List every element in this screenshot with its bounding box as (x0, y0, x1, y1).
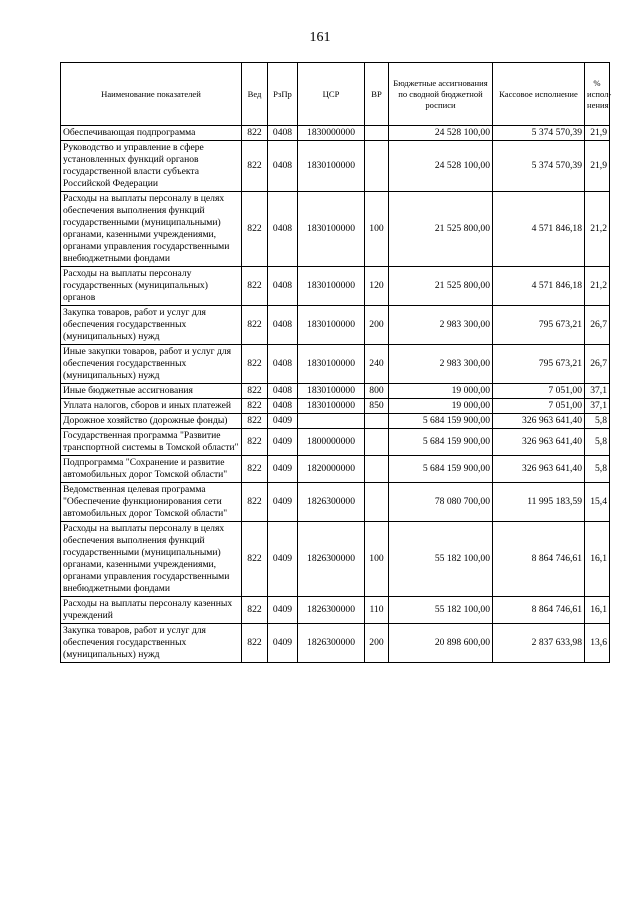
cell-cash: 795 673,21 (493, 345, 585, 384)
table-row (61, 429, 610, 456)
cell-rzpr: 0409 (268, 522, 298, 597)
cell-budget: 78 080 700,00 (389, 483, 493, 522)
header-budget: Бюджетные ассигнования по сводной бюджетной росписи (389, 63, 493, 126)
cell-ved: 822 (242, 345, 268, 384)
cell-ved: 822 (242, 483, 268, 522)
cell-vr: 200 (365, 624, 389, 663)
budget-table (60, 62, 610, 663)
cell-name: Обеспечивающая подпрограмма (61, 126, 242, 141)
cell-cash: 8 864 746,61 (493, 597, 585, 624)
table-row (61, 192, 610, 267)
page-number: 161 (309, 30, 331, 45)
cell-budget: 20 898 600,00 (389, 624, 493, 663)
cell-cash: 5 374 570,39 (493, 126, 585, 141)
cell-rzpr: 0408 (268, 192, 298, 267)
cell-budget: 19 000,00 (389, 399, 493, 414)
cell-budget: 2 983 300,00 (389, 306, 493, 345)
cell-budget: 21 525 800,00 (389, 192, 493, 267)
cell-budget: 24 528 100,00 (389, 141, 493, 192)
cell-vr: 850 (365, 399, 389, 414)
cell-vr: 800 (365, 384, 389, 399)
cell-cash: 326 963 641,40 (493, 456, 585, 483)
cell-cash: 7 051,00 (493, 399, 585, 414)
cell-vr: 240 (365, 345, 389, 384)
cell-csr: 1826300000 (298, 624, 365, 663)
header-vr: ВР (365, 63, 389, 126)
cell-cash: 326 963 641,40 (493, 429, 585, 456)
cell-cash: 7 051,00 (493, 384, 585, 399)
cell-budget: 2 983 300,00 (389, 345, 493, 384)
cell-rzpr: 0408 (268, 384, 298, 399)
cell-cash: 4 571 846,18 (493, 192, 585, 267)
cell-pct: 5,8 (585, 429, 610, 456)
cell-pct: 26,7 (585, 306, 610, 345)
cell-name: Расходы на выплаты персоналу в целях обеспечения выполнения функций государственными (муниципальными) органами, казенными учреждениями, органами управления государственными внебюджетными фондами (61, 192, 242, 267)
cell-name: Руководство и управление в сфере установленных функций органов государственной власти субъекта Российской Федерации (61, 141, 242, 192)
table-row (61, 141, 610, 192)
cell-ved: 822 (242, 429, 268, 456)
cell-rzpr: 0408 (268, 399, 298, 414)
table-row (61, 399, 610, 414)
header-name: Наименование показателей (61, 63, 242, 126)
cell-ved: 822 (242, 414, 268, 429)
cell-rzpr: 0408 (268, 345, 298, 384)
table-row (61, 624, 610, 663)
table-row (61, 126, 610, 141)
cell-name: Иные бюджетные ассигнования (61, 384, 242, 399)
table-row (61, 456, 610, 483)
header-csr: ЦСР (298, 63, 365, 126)
cell-pct: 37,1 (585, 399, 610, 414)
header-cash: Кассовое исполнение (493, 63, 585, 126)
cell-budget: 19 000,00 (389, 384, 493, 399)
cell-ved: 822 (242, 597, 268, 624)
cell-vr: 100 (365, 192, 389, 267)
cell-rzpr: 0409 (268, 414, 298, 429)
cell-pct: 16,1 (585, 597, 610, 624)
cell-budget: 55 182 100,00 (389, 522, 493, 597)
cell-budget: 5 684 159 900,00 (389, 429, 493, 456)
cell-csr: 1830100000 (298, 267, 365, 306)
cell-csr: 1830100000 (298, 345, 365, 384)
cell-csr: 1800000000 (298, 429, 365, 456)
cell-rzpr: 0409 (268, 456, 298, 483)
cell-vr (365, 429, 389, 456)
cell-ved: 822 (242, 384, 268, 399)
cell-ved: 822 (242, 456, 268, 483)
cell-pct: 37,1 (585, 384, 610, 399)
cell-csr: 1830100000 (298, 192, 365, 267)
cell-cash: 11 995 183,59 (493, 483, 585, 522)
cell-pct: 21,9 (585, 126, 610, 141)
cell-csr: 1830100000 (298, 306, 365, 345)
header-ved: Вед (242, 63, 268, 126)
header-rzpr: РзПр (268, 63, 298, 126)
cell-ved: 822 (242, 192, 268, 267)
table-row (61, 345, 610, 384)
table-row (61, 267, 610, 306)
cell-name: Закупка товаров, работ и услуг для обеспечения государственных (муниципальных) нужд (61, 306, 242, 345)
cell-vr: 200 (365, 306, 389, 345)
cell-budget: 55 182 100,00 (389, 597, 493, 624)
cell-cash: 8 864 746,61 (493, 522, 585, 597)
cell-name: Расходы на выплаты персоналу казенных учреждений (61, 597, 242, 624)
cell-rzpr: 0409 (268, 429, 298, 456)
cell-csr: 1830100000 (298, 141, 365, 192)
cell-budget: 5 684 159 900,00 (389, 456, 493, 483)
cell-name: Иные закупки товаров, работ и услуг для обеспечения государственных (муниципальных) нужд (61, 345, 242, 384)
table-row (61, 483, 610, 522)
cell-csr: 1826300000 (298, 522, 365, 597)
cell-pct: 16,1 (585, 522, 610, 597)
cell-csr: 1826300000 (298, 483, 365, 522)
cell-cash: 2 837 633,98 (493, 624, 585, 663)
cell-vr: 100 (365, 522, 389, 597)
cell-ved: 822 (242, 306, 268, 345)
table-row (61, 414, 610, 429)
cell-rzpr: 0409 (268, 597, 298, 624)
cell-rzpr: 0408 (268, 126, 298, 141)
cell-rzpr: 0408 (268, 306, 298, 345)
table-row (61, 384, 610, 399)
cell-rzpr: 0408 (268, 141, 298, 192)
cell-name: Расходы на выплаты персоналу государственных (муниципальных) органов (61, 267, 242, 306)
cell-csr: 1826300000 (298, 597, 365, 624)
cell-pct: 21,2 (585, 267, 610, 306)
cell-csr: 1830000000 (298, 126, 365, 141)
cell-cash: 326 963 641,40 (493, 414, 585, 429)
table-row (61, 597, 610, 624)
cell-vr (365, 414, 389, 429)
cell-pct: 5,8 (585, 456, 610, 483)
table-row (61, 522, 610, 597)
cell-vr (365, 483, 389, 522)
table-body (61, 126, 610, 663)
cell-name: Ведомственная целевая программа "Обеспечение функционирования сети автомобильных дорог Томской области" (61, 483, 242, 522)
cell-ved: 822 (242, 126, 268, 141)
cell-cash: 5 374 570,39 (493, 141, 585, 192)
cell-name: Дорожное хозяйство (дорожные фонды) (61, 414, 242, 429)
cell-name: Расходы на выплаты персоналу в целях обеспечения выполнения функций государственными (муниципальными) органами, казенными учреждениями, органами управления государственными внебюджетными фондами (61, 522, 242, 597)
cell-csr: 1830100000 (298, 384, 365, 399)
table-header-row (61, 63, 610, 126)
cell-name: Государственная программа "Развитие транспортной системы в Томской области" (61, 429, 242, 456)
cell-budget: 5 684 159 900,00 (389, 414, 493, 429)
cell-name: Закупка товаров, работ и услуг для обеспечения государственных (муниципальных) нужд (61, 624, 242, 663)
cell-csr: 1830100000 (298, 399, 365, 414)
cell-budget: 24 528 100,00 (389, 126, 493, 141)
cell-ved: 822 (242, 141, 268, 192)
cell-rzpr: 0409 (268, 483, 298, 522)
cell-rzpr: 0409 (268, 624, 298, 663)
cell-cash: 795 673,21 (493, 306, 585, 345)
cell-vr (365, 456, 389, 483)
cell-pct: 15,4 (585, 483, 610, 522)
cell-pct: 21,2 (585, 192, 610, 267)
cell-rzpr: 0408 (268, 267, 298, 306)
cell-pct: 13,6 (585, 624, 610, 663)
cell-pct: 26,7 (585, 345, 610, 384)
cell-pct: 5,8 (585, 414, 610, 429)
cell-ved: 822 (242, 624, 268, 663)
header-pct: % испол-нения (585, 63, 610, 126)
cell-csr (298, 414, 365, 429)
table-row (61, 306, 610, 345)
cell-name: Подпрограмма "Сохранение и развитие автомобильных дорог Томской области" (61, 456, 242, 483)
cell-cash: 4 571 846,18 (493, 267, 585, 306)
cell-ved: 822 (242, 267, 268, 306)
cell-pct: 21,9 (585, 141, 610, 192)
cell-vr: 120 (365, 267, 389, 306)
cell-ved: 822 (242, 399, 268, 414)
cell-csr: 1820000000 (298, 456, 365, 483)
cell-vr: 110 (365, 597, 389, 624)
cell-vr (365, 126, 389, 141)
cell-name: Уплата налогов, сборов и иных платежей (61, 399, 242, 414)
cell-budget: 21 525 800,00 (389, 267, 493, 306)
cell-vr (365, 141, 389, 192)
cell-ved: 822 (242, 522, 268, 597)
